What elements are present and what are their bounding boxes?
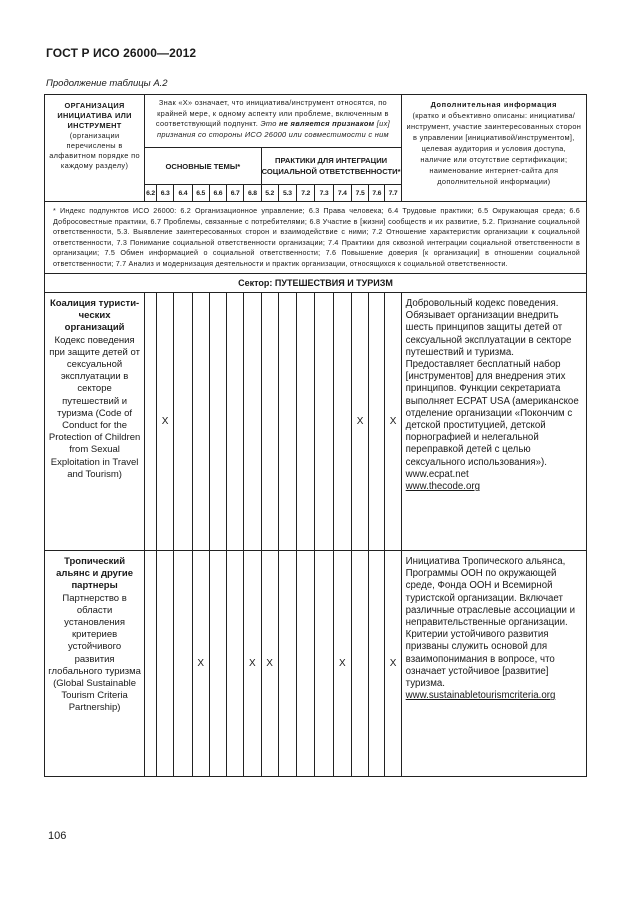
- mark-5-3: [278, 551, 296, 777]
- legend-line-2-prefix: Это: [260, 119, 280, 128]
- mark-6-8: [244, 293, 261, 551]
- mark-6-8: X: [244, 551, 261, 777]
- subclause-code-7-7: 7.7: [385, 185, 401, 202]
- mark-7-2: [297, 551, 315, 777]
- additional-info-text: (кратко и объективно описаны: инициатива/инструмент, участие заинтересованных сторон в управлении [инициативой/инструментом], целевая аудитория и условия доступа, наличие или отсутствие сертификации; наименование интернет-сайта для дополнительной информации): [406, 111, 582, 186]
- mark-6-7: [227, 293, 244, 551]
- mark-6-5: X: [192, 551, 209, 777]
- mark-7-4: [333, 293, 351, 551]
- mark-6-6: [209, 551, 226, 777]
- org-cell: [45, 551, 145, 777]
- mark-7-6: [369, 293, 385, 551]
- mark-7-4: X: [333, 551, 351, 777]
- legend-line-2-suffix: [их] признания со стороны ИСО 26000 или совместимости с ним: [156, 119, 390, 139]
- mark-7-7: X: [385, 293, 401, 551]
- mark-7-2: [297, 293, 315, 551]
- org-description: Партнерство в области установления критериев устойчивого развития глобального туризма (Global Sustainable Tourism Criteria Partnership): [48, 592, 141, 714]
- subclause-code-6-4: 6.4: [174, 185, 192, 202]
- link-sustainabletourismcriteria[interactable]: www.sustainabletourismcriteria.org: [405, 690, 556, 702]
- subclause-code-7-2: 7.2: [297, 185, 315, 202]
- subclause-code-6-7: 6.7: [227, 185, 244, 202]
- subclause-code-7-5: 7.5: [351, 185, 368, 202]
- subclause-code-6-8: 6.8: [244, 185, 261, 202]
- mark-7-5: X: [351, 293, 368, 551]
- additional-info-title: Дополнительная информация: [430, 100, 558, 109]
- subclause-code-5-2: 5.2: [261, 185, 278, 202]
- practices-header: ПРАКТИКИ ДЛЯ ИНТЕГРАЦИИ СОЦИАЛЬНОЙ ОТВЕТСТВЕННОСТИ*: [261, 148, 401, 185]
- document-header: ГОСТ Р ИСО 26000—2012: [46, 46, 197, 60]
- org-header-title: ОРГАНИЗАЦИЯ ИНИЦИАТИВА ИЛИ ИНСТРУМЕНТ: [57, 101, 132, 130]
- mark-6-4: [174, 551, 192, 777]
- x-mark-legend: [145, 95, 402, 148]
- subclause-code-7-6: 7.6: [369, 185, 385, 202]
- mark-6-2: [145, 293, 157, 551]
- org-name: Коалиция туристи-ческих организаций: [49, 298, 140, 334]
- mark-7-3: [315, 293, 333, 551]
- additional-info-header: [401, 95, 586, 202]
- subclause-code-5-3: 5.3: [278, 185, 296, 202]
- org-description: Кодекс поведения при защите детей от сексуальной эксплуатации в секторе путешествий и туризма (Code of Conduct for the Protection of Children from Sexual Exploitation in Travel and Tourism): [48, 334, 141, 480]
- mark-6-5: [192, 293, 209, 551]
- mark-5-3: [278, 293, 296, 551]
- subclause-code-6-6: 6.6: [209, 185, 226, 202]
- org-name: Тропический альянс и другие партнеры: [56, 556, 134, 592]
- table-continuation-label: Продолжение таблицы А.2: [46, 78, 168, 89]
- mark-6-2: [145, 551, 157, 777]
- mark-6-7: [227, 551, 244, 777]
- table-row: [45, 293, 587, 551]
- org-header-subtitle: (организации перечислены в алфавитном порядке по каждому разделу): [49, 131, 140, 170]
- mark-7-3: [315, 551, 333, 777]
- mark-5-2: X: [261, 551, 278, 777]
- subclause-code-6-5: 6.5: [192, 185, 209, 202]
- subclause-code-7-4: 7.4: [333, 185, 351, 202]
- mark-7-7: X: [385, 551, 401, 777]
- org-column-header: [45, 95, 145, 202]
- link-thecode[interactable]: www.thecode.org: [405, 481, 480, 493]
- info-text: Добровольный кодекс поведения. Обязывает организации внедрить шесть принципов защиты детей от сексуальной эксплуатации в секторе путешествий и туризма. Предоставляет бесплатный набор [инструментов] для внедрения этих принципов. Функции секретариата выполняет ECPAT USA (американское отделение организации «Покончим с детской проституцией, детской порнографией и нелегальной переправкой детей с целью сексуального использования»).: [405, 298, 579, 468]
- mark-5-2: [261, 293, 278, 551]
- info-cell: [401, 293, 586, 551]
- sector-heading: Сектор: ПУТЕШЕСТВИЯ И ТУРИЗМ: [45, 274, 587, 293]
- page-number: 106: [48, 830, 67, 842]
- org-cell: [45, 293, 145, 551]
- info-cell: [401, 551, 586, 777]
- mark-7-5: [351, 551, 368, 777]
- legend-line-1: Знак «X» означает, что инициатива/инструмент относятся, по крайней мере, к одному аспекту или проблеме, включенным в соответствующий подпункт.: [155, 98, 389, 128]
- subclause-code-7-3: 7.3: [315, 185, 333, 202]
- legend-line-2-emphasis: не является признаком: [279, 119, 375, 128]
- mark-6-6: [209, 293, 226, 551]
- core-themes-header: ОСНОВНЫЕ ТЕМЫ*: [145, 148, 261, 185]
- mark-6-3: X: [157, 293, 174, 551]
- mark-6-3: [157, 551, 174, 777]
- subclause-index-footnote: * Индекс подпунктов ИСО 26000: 6.2 Организационное управление; 6.3 Права человека; 6.4 Трудовые практики; 6.5 Окружающая среда; 6.6 Добросовестные практики, 6.7 Проблемы, связанные с потребителями; 6.8 Участие в [жизни] сообществ и их развитие, 5.2. Признание социальной ответственности, 5.3. Выявление заинтересованных сторон и взаимодействие с ними; 7.2 Отношение характеристик организации к социальной ответственности, 7.3 Понимание социальной ответственности организации; 7.4 Практики для сквозной интеграции социальной ответственности в организации; 7.5 Обмен информацией о социальной ответственности; 7.6 Повышение доверия [к организации] в отношении социальной ответственности; 7.7 Анализ и модернизация деятельности и практик организации, относящихся к социальной ответственности.: [45, 202, 587, 274]
- subclause-code-6-3: 6.3: [157, 185, 174, 202]
- table-row: [45, 551, 587, 777]
- initiatives-table: [44, 94, 587, 777]
- subclause-code-6-2: 6.2: [145, 185, 157, 202]
- link-ecpat[interactable]: www.ecpat.net: [405, 468, 469, 480]
- info-text: Инициатива Тропического альянса, Программы ООН по окружающей среде, Фонда ООН и Всемирной туристской организации. Включает различные отраслевые ассоциации и неправительственные организации. Критерии устойчивого развития призваны служить основой для взаимопонимания в вопросе, что означает устойчивое [развитие] туризма.: [405, 556, 576, 690]
- mark-6-4: [174, 293, 192, 551]
- mark-7-6: [369, 551, 385, 777]
